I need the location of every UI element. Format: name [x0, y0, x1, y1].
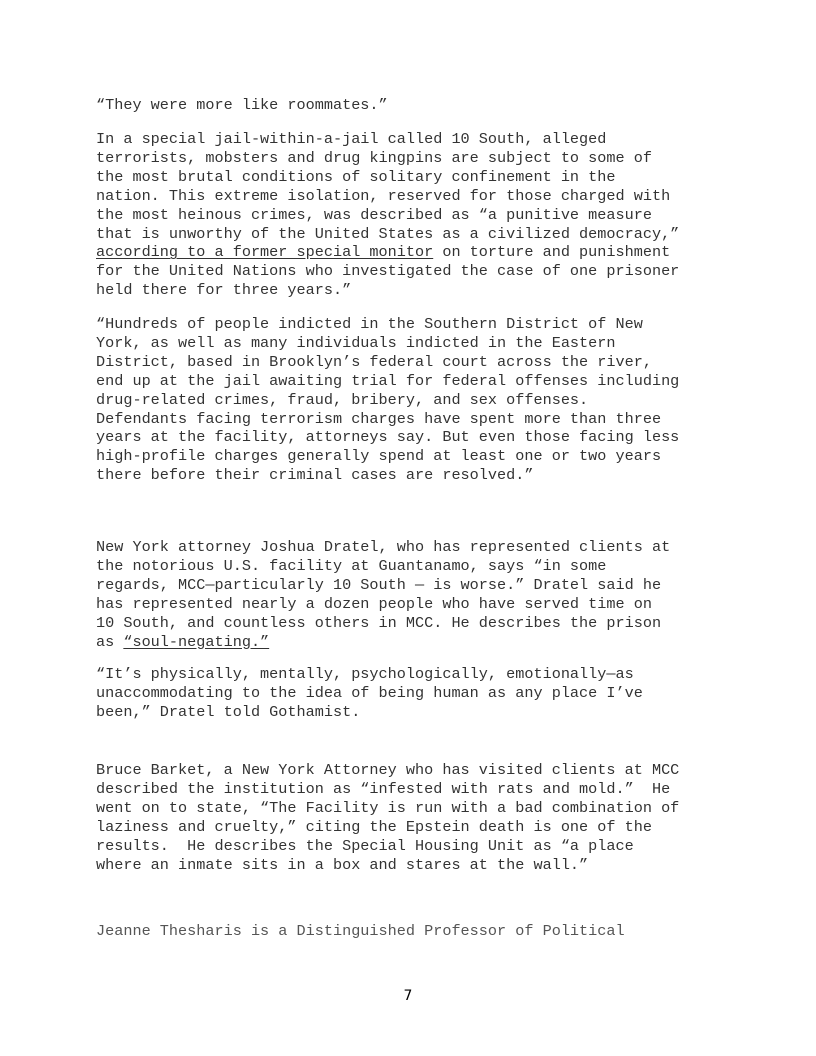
text-line: been,” Dratel told Gothamist. [96, 702, 361, 721]
text-line: high-profile charges generally spend at least one or two years [96, 447, 662, 466]
text-line-with-link: as “soul-negating.” [96, 632, 270, 651]
text-line: went on to state, “The Facility is run with a bad combination of [96, 798, 680, 817]
paragraph-bruce-barket [96, 761, 736, 874]
text-line: Jeanne Thesharis is a Distinguished Professor of Political [96, 922, 625, 940]
paragraph-hundreds-indicted [96, 315, 736, 485]
text-line: Defendants facing terrorism charges have spent more than three [96, 409, 662, 428]
text-line: regards, MCC—particularly 10 South — is worse.” Dratel said he [96, 575, 662, 594]
text-line: New York attorney Joshua Dratel, who has represented clients at [96, 538, 671, 556]
text-line: where an inmate sits in a box and stares at the wall.” [96, 855, 589, 874]
text-line: that is unworthy of the United States as a civilized democracy,” [96, 224, 680, 243]
text-line: laziness and cruelty,” citing the Epstein death is one of the [96, 817, 652, 836]
text-line: nation. This extreme isolation, reserved for those charged with [96, 186, 671, 205]
text-line-with-link: according to a former special monitor on torture and punishment [96, 243, 671, 262]
text-line: “It’s physically, mentally, psychologically, emotionally—as [96, 665, 634, 683]
text-line: 10 South, and countless others in MCC. He describes the prison [96, 613, 662, 632]
paragraph-roommates-quote [96, 96, 736, 115]
text-line: for the United Nations who investigated the case of one prisoner [96, 262, 680, 281]
paragraph-joshua-dratel [96, 538, 736, 651]
text-line: the most brutal conditions of solitary confinement in the [96, 167, 616, 186]
text-line: end up at the jail awaiting trial for federal offenses including [96, 371, 680, 390]
text-line: years at the facility, attorneys say. But even those facing less [96, 428, 680, 447]
text-line: held there for three years.” [96, 281, 352, 300]
paragraph-10-south [96, 130, 736, 300]
special-monitor-link[interactable]: according to a former special monitor [96, 243, 434, 262]
text-line: York, as well as many individuals indicted in the Eastern [96, 333, 616, 352]
soul-negating-link[interactable]: “soul-negating.” [123, 632, 270, 651]
text-line: the most heinous crimes, was described as “a punitive measure [96, 205, 652, 224]
paragraph-dratel-quote [96, 665, 736, 722]
text-line: the notorious U.S. facility at Guantanamo, says “in some [96, 556, 607, 575]
text-line: there before their criminal cases are resolved.” [96, 466, 534, 485]
text-line: “Hundreds of people indicted in the Southern District of New [96, 315, 643, 333]
text-line: District, based in Brooklyn’s federal court across the river, [96, 352, 652, 371]
paragraph-jeanne-thesharis [96, 922, 736, 941]
text-line: drug-related crimes, fraud, bribery, and sex offenses. [96, 390, 589, 409]
text-line: Bruce Barket, a New York Attorney who has visited clients at MCC [96, 761, 680, 779]
text-line: described the institution as “infested with rats and mold.” He [96, 779, 671, 798]
text-line: unaccommodating to the idea of being human as any place I’ve [96, 683, 643, 702]
page-number: 7 [403, 988, 413, 1004]
text-line: results. He describes the Special Housing Unit as “a place [96, 836, 634, 855]
text-line: terrorists, mobsters and drug kingpins are subject to some of [96, 148, 652, 167]
text-line: In a special jail-within-a-jail called 10 South, alleged [96, 130, 607, 148]
text-line: has represented nearly a dozen people who have served time on [96, 594, 652, 613]
text-line: “They were more like roommates.” [96, 96, 388, 114]
